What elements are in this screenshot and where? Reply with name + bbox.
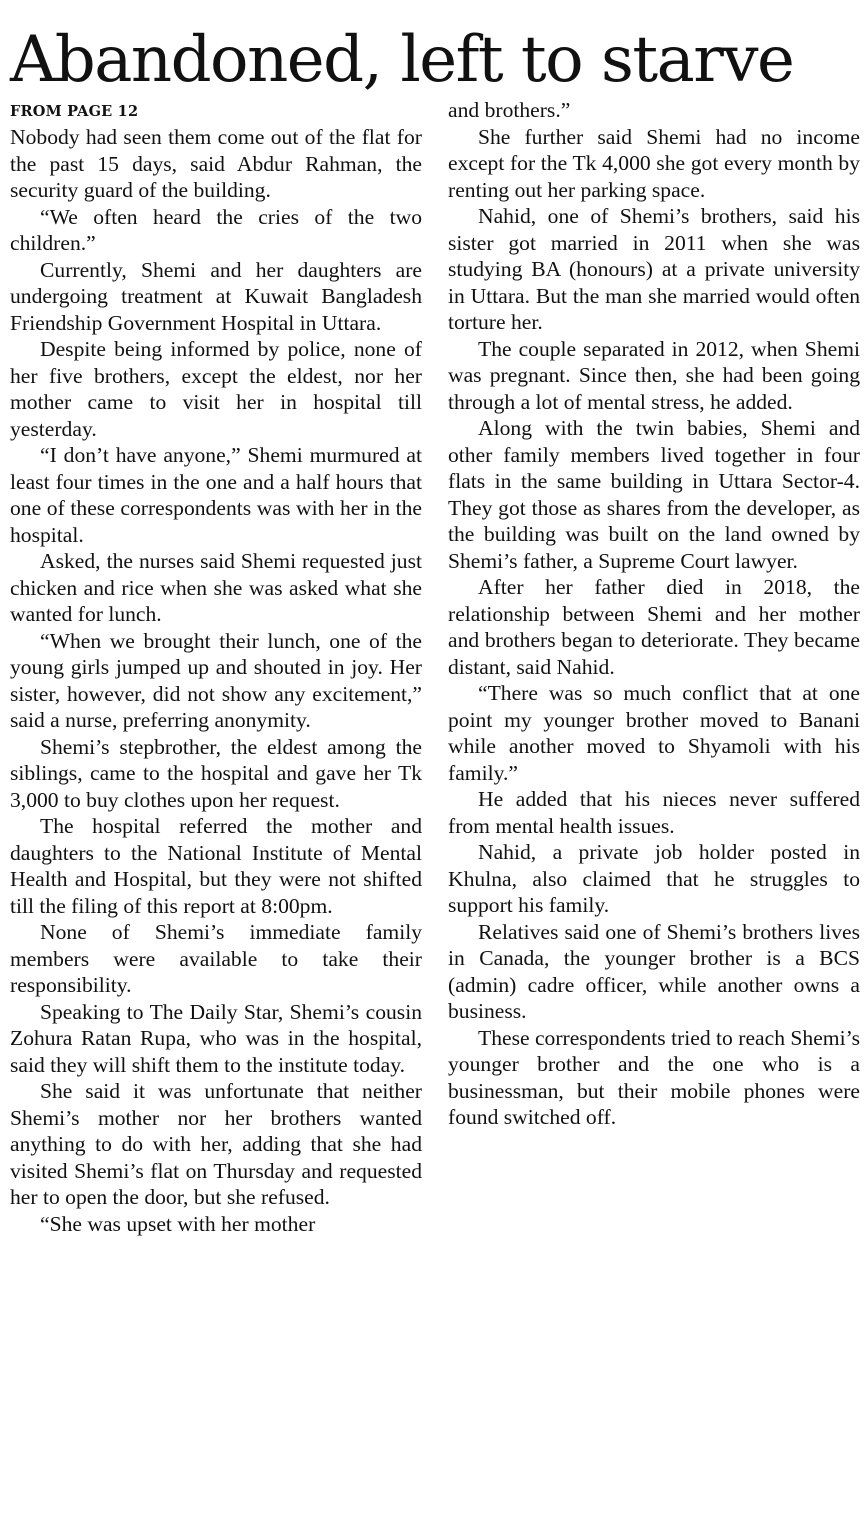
paragraph: The couple separated in 2012, when Shemi was pregnant. Since then, she had been going through a lot of mental stress, he added.	[448, 336, 860, 414]
paragraph: None of Shemi’s immediate family members were available to take their responsibility.	[10, 920, 422, 997]
paragraph: Shemi’s stepbrother, the eldest among the siblings, came to the hospital and gave her Tk 3,000 to buy clothes upon her request.	[10, 734, 422, 812]
paragraph: Nahid, one of Shemi’s brothers, said his sister got married in 2011 when she was studying BA (honours) at a private university in Uttara. But the man she married would often torture her.	[448, 204, 860, 334]
paragraph: Relatives said one of Shemi’s brothers lives in Canada, the younger brother is a BCS (admin) cadre officer, while another owns a business.	[448, 919, 860, 1023]
continued-from-label: FROM PAGE 12	[10, 103, 139, 120]
paragraph: “I don’t have anyone,” Shemi murmured at least four times in the one and a half hours that one of these correspondents was with her in the hospital.	[10, 443, 422, 547]
paragraph-continuation: and brothers.”	[448, 98, 571, 122]
paragraph: “When we brought their lunch, one of the young girls jumped up and shouted in joy. Her sister, however, did not show any excitement,” said a nurse, preferring anonymity.	[10, 628, 422, 732]
paragraph: She said it was unfortunate that neither Shemi’s mother nor her brothers wanted anything to do with her, adding that she had visited Shemi’s flat on Thursday and requested her to open the door, but she refused.	[10, 1079, 422, 1209]
paragraph: Despite being informed by police, none of her five brothers, except the eldest, nor her mother came to visit her in hospital till yesterday.	[10, 337, 422, 441]
paragraph: “She was upset with her mother	[40, 1211, 316, 1236]
paragraph: Nahid, a private job holder posted in Khulna, also claimed that he struggles to support his family.	[448, 840, 860, 917]
article-column-left	[10, 100, 422, 1237]
paragraph: The hospital referred the mother and daughters to the National Institute of Mental Health and Hospital, but they were not shifted till the filing of this report at 8:00pm.	[10, 814, 422, 918]
paragraph: She further said Shemi had no income except for the Tk 4,000 she got every month by renting out her parking space.	[448, 124, 860, 202]
paragraph: Asked, the nurses said Shemi requested just chicken and rice when she was asked what she wanted for lunch.	[10, 549, 422, 626]
paragraph: These correspondents tried to reach Shemi’s younger brother and the one who is a businessman, but their mobile phones were found switched off.	[448, 1025, 860, 1129]
paragraph: “We often heard the cries of the two children.”	[10, 204, 422, 255]
paragraph: Along with the twin babies, Shemi and other family members lived together in four flats in the same building in Uttara Sector-4. They got those as shares from the developer, as the building was built on the land owned by Shemi’s father, a Supreme Court lawyer.	[448, 416, 860, 573]
paragraph: “There was so much conflict that at one point my younger brother moved to Banani while another moved to Shyamoli with his family.”	[448, 681, 860, 785]
paragraph: Currently, Shemi and her daughters are undergoing treatment at Kuwait Bangladesh Friendship Government Hospital in Uttara.	[10, 257, 422, 335]
article-column-right	[448, 97, 860, 1131]
paragraph: After her father died in 2018, the relationship between Shemi and her mother and brothers began to deteriorate. They became distant, said Nahid.	[448, 575, 860, 679]
paragraph: Speaking to The Daily Star, Shemi’s cousin Zohura Ratan Rupa, who was in the hospital, said they will shift them to the institute today.	[10, 999, 422, 1077]
headline: Abandoned, left to starve	[10, 23, 794, 97]
paragraph: He added that his nieces never suffered from mental health issues.	[448, 787, 860, 838]
paragraph: Nobody had seen them come out of the flat for the past 15 days, said Abdur Rahman, the security guard of the building.	[10, 125, 422, 202]
